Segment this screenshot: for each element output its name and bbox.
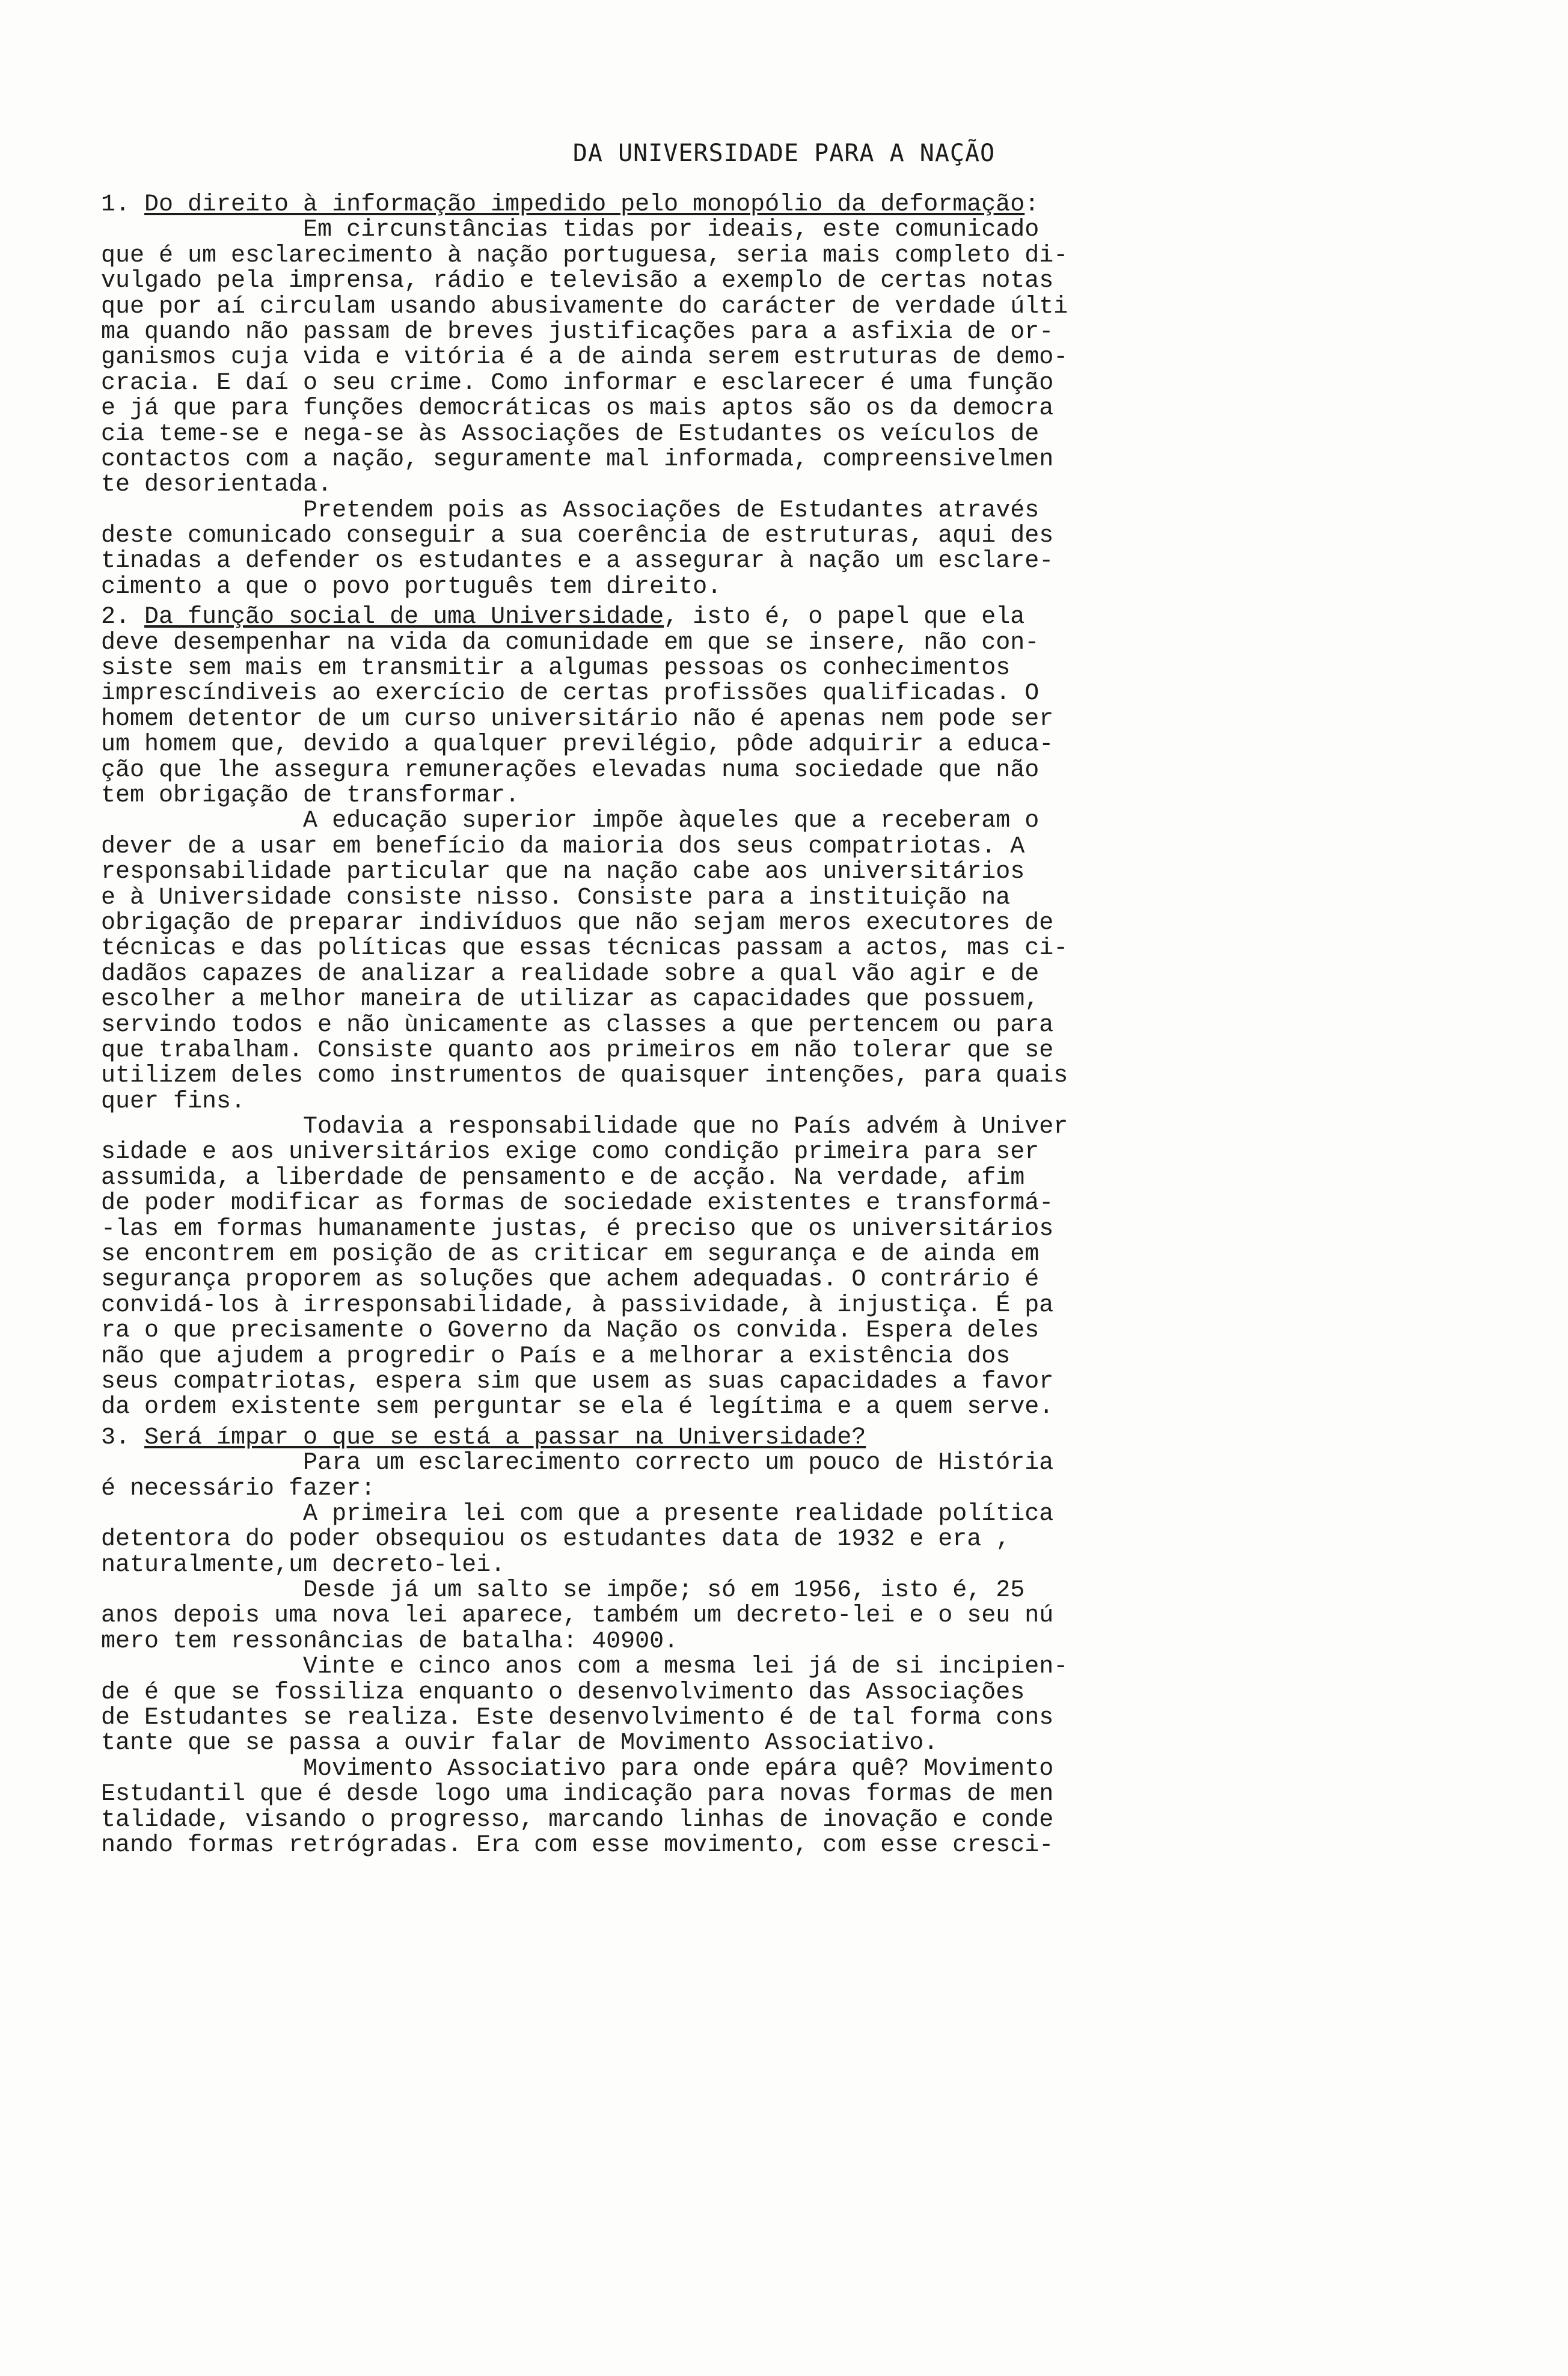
text-line: técnicas e das políticas que essas técnicas passam a actos, mas ci- (101, 935, 1068, 963)
text-line: contactos com a nação, seguramente mal informada, compreensivelmen (101, 445, 1054, 473)
text-line: Vinte e cinco anos com a mesma lei já de si incipien- (101, 1653, 1068, 1681)
text-line: um homem que, devido a qualquer previlégio, pôde adquirir a educa- (101, 731, 1054, 759)
text-line: e à Universidade consiste nisso. Consiste para a instituição na (101, 884, 1011, 911)
text-line: vulgado pela imprensa, rádio e televisão a exemplo de certas notas (101, 268, 1054, 295)
text-line: ra o que precisamente o Governo da Nação os convida. Espera deles (101, 1317, 1040, 1345)
text-line: Movimento Associativo para onde epára quê? Movimento (101, 1755, 1054, 1783)
text-line: sidade e aos universitários exige como condição primeira para ser (101, 1139, 1040, 1166)
text-line: anos depois uma nova lei aparece, também um decreto-lei e o seu nú (101, 1602, 1054, 1630)
section-heading-rest: , isto é, o papel que ela (664, 604, 1025, 631)
text-line: Para um esclarecimento correcto um pouco de História (101, 1450, 1054, 1477)
text-line: te desorientada. (101, 471, 332, 499)
text-line: dever de a usar em benefício da maioria dos seus compatriotas. A (101, 833, 1025, 860)
text-line: servindo todos e não ùnicamente as classes a que pertencem ou para (101, 1011, 1054, 1039)
section-number: 2. (101, 604, 145, 631)
text-line: naturalmente,um decreto-lei. (101, 1551, 506, 1579)
text-line: Pretendem pois as Associações de Estudantes através (101, 497, 1040, 524)
text-line: é necessário fazer: (101, 1475, 376, 1502)
text-line: detentora do poder obsequiou os estudantes data de 1932 e era , (101, 1526, 1011, 1554)
text-line: seus compatriotas, espera sim que usem as suas capacidades a favor (101, 1368, 1054, 1395)
text-line: de poder modificar as formas de sociedade existentes e transformá- (101, 1190, 1054, 1217)
text-line: Estudantil que é desde logo uma indicação para novas formas de men (101, 1781, 1054, 1808)
text-line: Em circunstâncias tidas por ideais, este comunicado (101, 216, 1040, 244)
text-line: obrigação de preparar indivíduos que não sejam meros executores de (101, 909, 1054, 937)
document-body (101, 192, 1352, 1858)
text-line: de Estudantes se realiza. Este desenvolvimento é de tal forma cons (101, 1704, 1054, 1732)
section-heading: Da função social de uma Universidade (144, 604, 664, 631)
text-line: ganismos cuja vida e vitória é a de ainda serem estruturas de demo- (101, 344, 1068, 372)
text-line: talidade, visando o progresso, marcando linhas de inovação e conde (101, 1806, 1054, 1834)
text-line: que trabalham. Consiste quanto aos primeiros em não tolerar que se (101, 1036, 1054, 1064)
text-line: tante que se passa a ouvir falar de Movimento Associativo. (101, 1730, 939, 1757)
text-line: A educação superior impõe àqueles que a receberam o (101, 807, 1040, 835)
text-line: ção que lhe assegura remunerações elevadas numa sociedade que não (101, 756, 1040, 784)
text-line: quer fins. (101, 1088, 246, 1115)
text-line: tinadas a defender os estudantes e a assegurar à nação um esclare- (101, 548, 1054, 575)
text-line: responsabilidade particular que na nação cabe aos universitários (101, 859, 1025, 886)
text-line: assumida, a liberdade de pensamento e de acção. Na verdade, afim (101, 1164, 1025, 1192)
section-heading-line (101, 192, 1352, 218)
text-line: A primeira lei com que a presente realidade política (101, 1500, 1054, 1528)
text-line: cracia. E daí o seu crime. Como informar e esclarecer é uma função (101, 369, 1054, 397)
text-line: que por aí circulam usando abusivamente do carácter de verdade últi (101, 293, 1068, 320)
text-line: escolher a melhor maneira de utilizar as capacidades que possuem, (101, 986, 1040, 1014)
text-line: e já que para funções democráticas os mais aptos são os da democra (101, 395, 1054, 423)
text-line: homem detentor de um curso universitário não é apenas nem pode ser (101, 705, 1054, 733)
text-line: ma quando não passam de breves justificações para a asfixia de or- (101, 318, 1054, 346)
text-line: dadãos capazes de analizar a realidade sobre a qual vão agir e de (101, 960, 1040, 988)
text-line: da ordem existente sem perguntar se ela é legítima e a quem serve. (101, 1394, 1054, 1421)
text-line: tem obrigação de transformar. (101, 782, 520, 809)
text-line: se encontrem em posição de as criticar em segurança e de ainda em (101, 1241, 1040, 1269)
section-heading-line (101, 605, 1352, 630)
section-heading: Será ímpar o que se está a passar na Universidade? (144, 1424, 866, 1451)
section-number: 3. (101, 1424, 145, 1451)
section-heading-rest: : (1024, 191, 1040, 218)
text-line: deve desempenhar na vida da comunidade em que se insere, não con- (101, 629, 1040, 657)
text-line: -las em formas humanamente justas, é preciso que os universitários (101, 1215, 1054, 1243)
text-line: cia teme-se e nega-se às Associações de Estudantes os veículos de (101, 420, 1040, 448)
text-line: cimento a que o povo português tem direito. (101, 573, 722, 601)
text-line: mero tem ressonâncias de batalha: 40900. (101, 1627, 679, 1655)
text-line: siste sem mais em transmitir a algumas pessoas os conhecimentos (101, 655, 1011, 682)
section-heading-line (101, 1425, 1352, 1451)
text-line: segurança proporem as soluções que achem adequadas. O contrário é (101, 1266, 1040, 1294)
document-title: DA UNIVERSIDADE PARA A NAÇÃO (572, 139, 996, 167)
section-number: 1. (101, 191, 145, 218)
text-line: utilizem deles como instrumentos de quaisquer intenções, para quais (101, 1062, 1068, 1090)
section-heading: Do direito à informação impedido pelo monopólio da deformação (144, 191, 1025, 218)
text-line: imprescíndiveis ao exercício de certas profissões qualificadas. O (101, 680, 1040, 708)
text-line: convidá-los à irresponsabilidade, à passividade, à injustiça. É pa (101, 1291, 1054, 1319)
text-line: Desde já um salto se impõe; só em 1956, isto é, 25 (101, 1577, 1025, 1605)
text-line: não que ajudem a progredir o País e a melhorar a existência dos (101, 1343, 1011, 1370)
text-line: Todavia a responsabilidade que no País advém à Univer (101, 1113, 1068, 1141)
text-line: deste comunicado conseguir a sua coerência de estruturas, aqui des (101, 522, 1054, 550)
text-line: que é um esclarecimento à nação portuguesa, seria mais completo di- (101, 242, 1068, 269)
text-line: nando formas retrógradas. Era com esse movimento, com esse cresci- (101, 1832, 1054, 1859)
text-line: de é que se fossiliza enquanto o desenvolvimento das Associações (101, 1679, 1025, 1706)
